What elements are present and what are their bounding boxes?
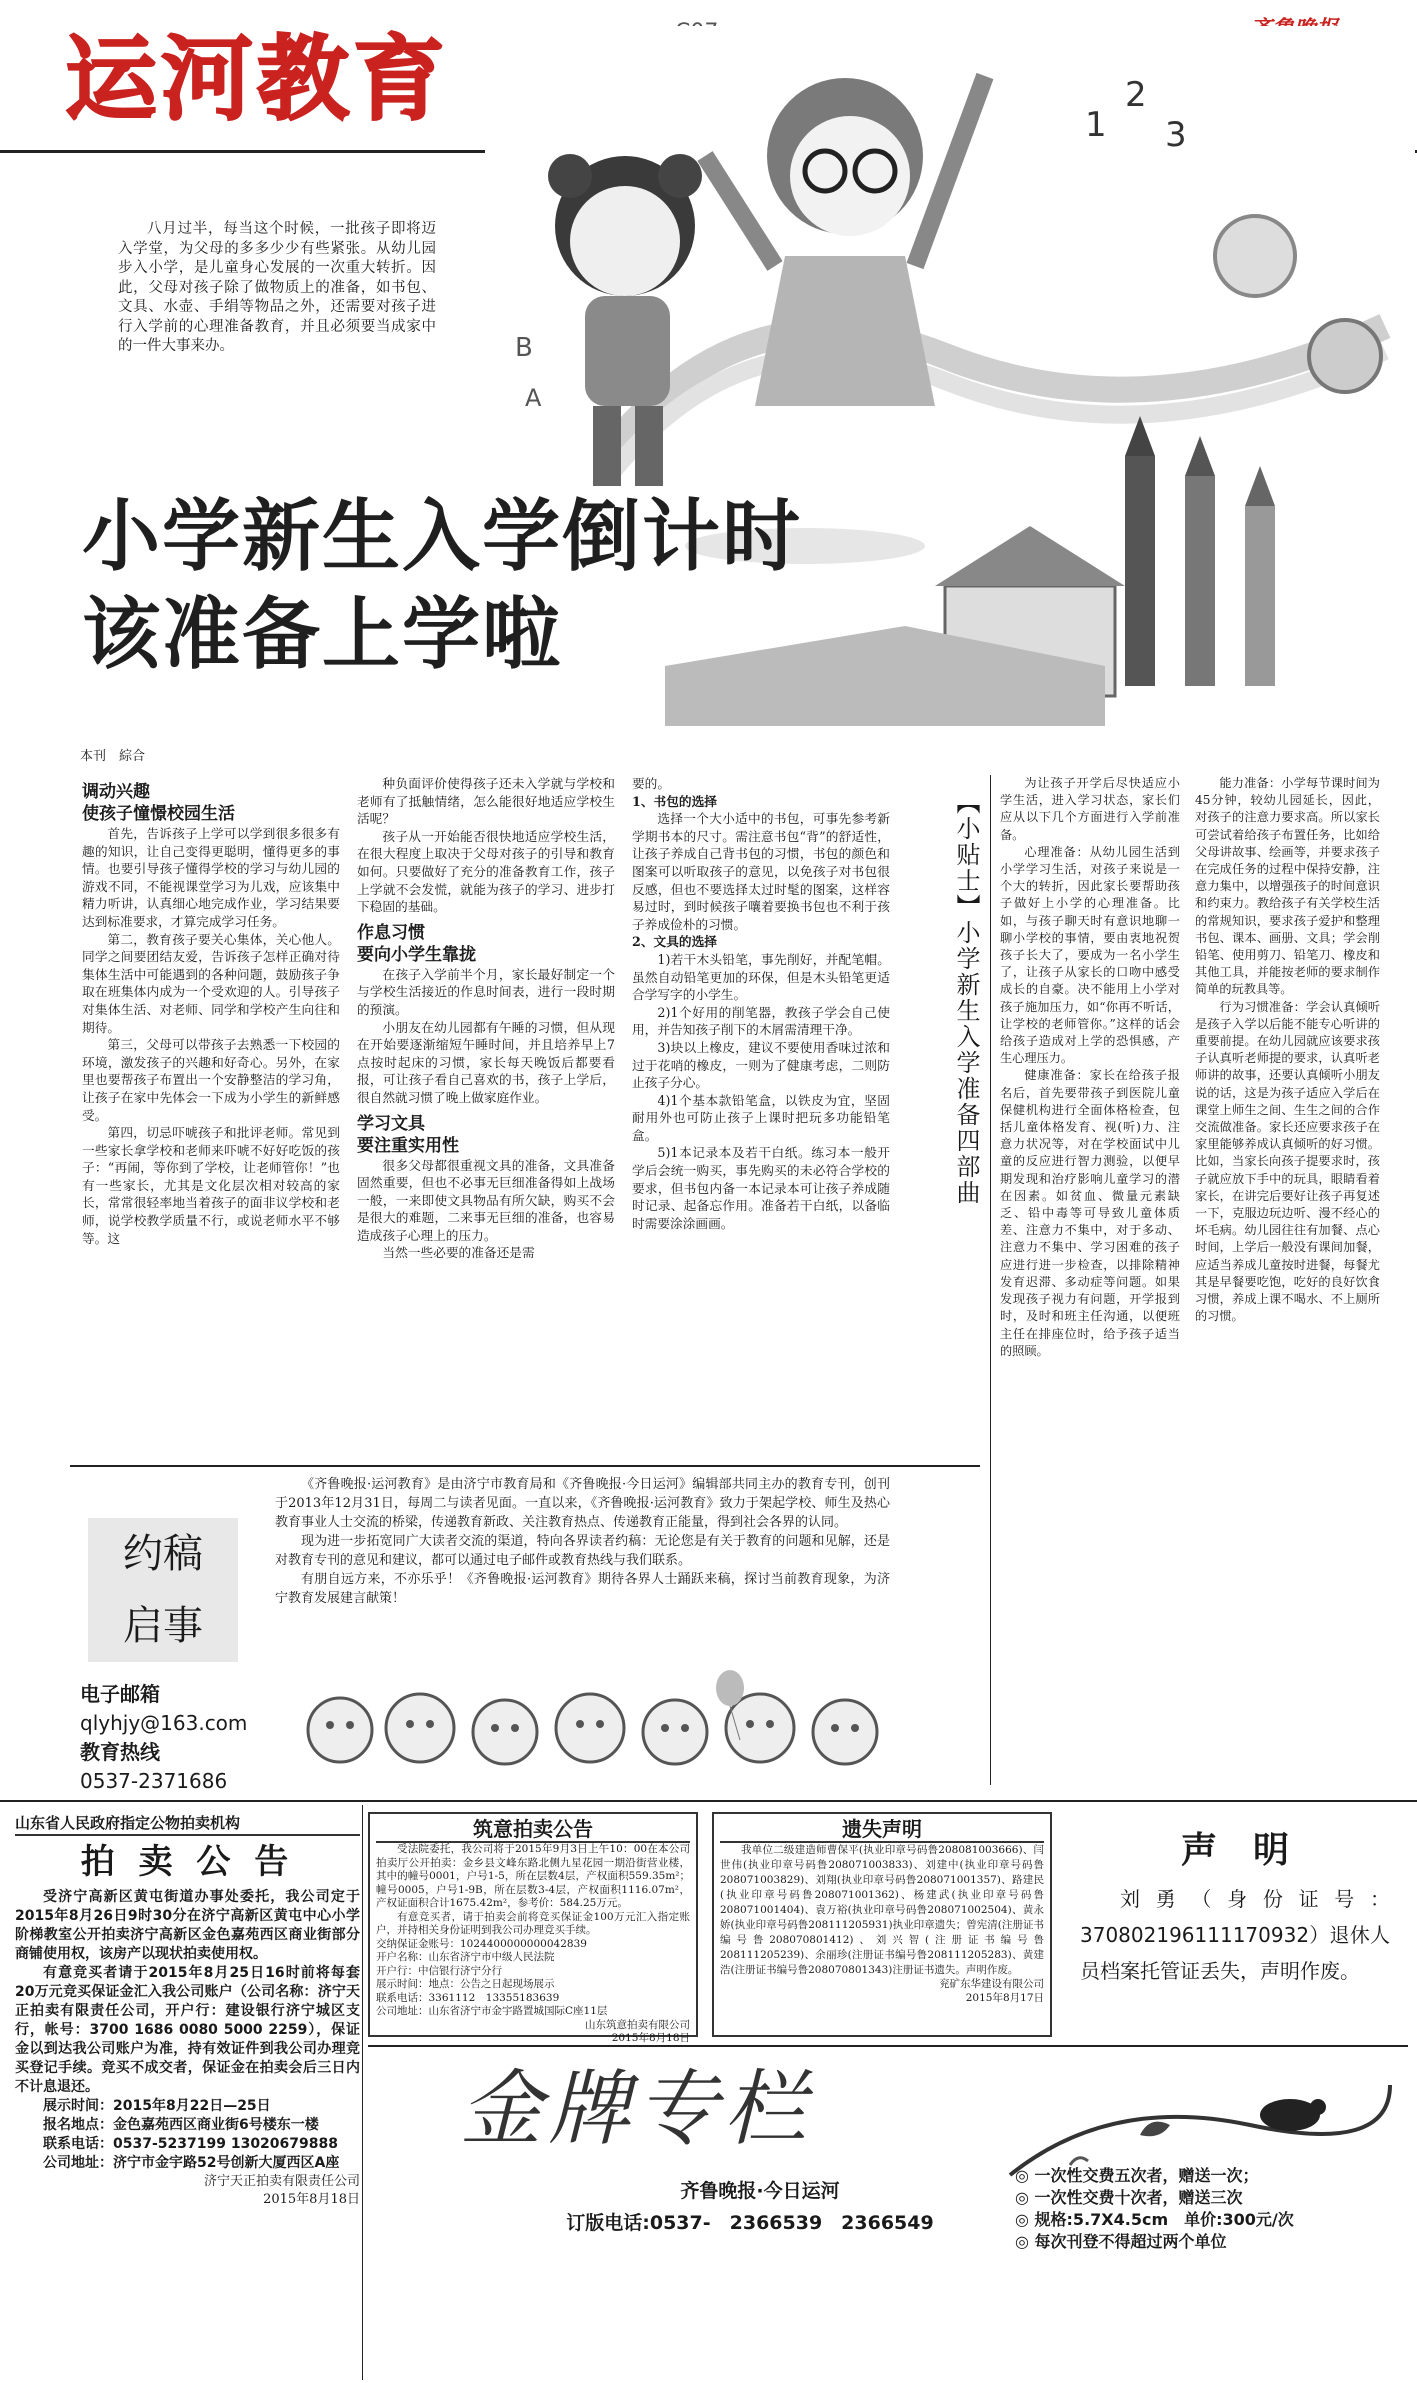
subhead-1a: 调动兴趣	[82, 782, 150, 802]
zhuyi-line-3: 开户行：中信银行济宁分行	[376, 1964, 502, 1977]
tips-paragraph-2: 心理准备：从幼儿园生活到小学学习生活，对孩子来说是一个大的转折，因此家长要帮助孩子做好上小学的心理准备。比如，与孩子聊天时有意识地聊一聊小学校的事情，要由衷地祝贺孩子长大了，要成为一名小学生了，让孩子从家长的口吻中感受成长的自豪。决不能用上小学对孩子施加压力，如“你再不听话，让学校的老师管你。”这样的话会给孩子造成对上学的恐惧感，产生心理压力。	[1000, 844, 1180, 1066]
tips-column-2	[1195, 775, 1380, 1326]
ad5-paper-name: 齐鲁晚报·今日运河	[680, 2180, 840, 2202]
tips-paragraph-4: 能力准备：小学每节课时间为45分钟，较幼儿园延长，因此，对孩子的注意力要求高。所以家长可尝试着给孩子布置任务，比如给父母讲故事、绘画等，并要求孩子在完成任务的过程中保持安静，注意力集中，以增强孩子的时间意识和约束力。教给孩子有关学校生活的常规知识，要求孩子爱护和整理书包、课本、画册、文具；学会削铅笔、使用剪刀、铅笔刀、橡皮和其他工具，并能按老师的要求制作简单的玩教具等。	[1195, 776, 1380, 997]
auction-body-2: 有意竞买者请于2015年8月25日16时前将每套20万元竞买保证金汇入我公司账户（公司名称：济宁天正拍卖有限责任公司，开户行：建设银行济宁城区支行，帐号：3700 1686 0080 5000 2259），保证金以到达我公司账户为准，持有效证件到我公司办理竞买登记手续。竞买不成交者，保证金在拍卖会后三日内不计息退还。	[15, 1965, 360, 2095]
ad5-offer-1: ◎ 一次性交费五次者，赠送一次；	[1015, 2166, 1259, 2185]
tips-divider	[990, 775, 991, 1785]
headline-line-1: 小学新生入学倒计时	[82, 492, 803, 582]
col2-paragraph-5: 很多父母都很重视文具的准备，文具准备固然重要，但也不必事无巨细准备得如上战场一般，一来即使文具物品有所欠缺，购买不会是很大的难题，二来事无巨细的准备，也容易造成孩子心理上的压力。	[357, 1157, 615, 1243]
list-text-1: 选择一个大小适中的书包，可事先参考新学期书本的尺寸。需注意书包“背”的舒适性，让孩子养成自己背书包的习惯，书包的颜色和图案可以听取孩子的意见，以免孩子对书包很反感，但也不要选择太过时髦的图案，这样容易过时，到时候孩子嚷着要换书包也不利于孩子养成俭朴的习惯。	[632, 811, 890, 932]
zhuyi-line-1: 交纳保证金账号：1024400000000042839	[376, 1937, 587, 1950]
callout-title-line-2: 启事	[123, 1603, 203, 1649]
col3-continuation: 要的。	[632, 776, 671, 791]
tips-title: 【小贴士】小学新生入学准备四部曲	[952, 790, 980, 1206]
list-heading-2: 2、文具的选择	[632, 934, 717, 950]
col2-paragraph-1: 种负面评价使得孩子还未入学就与学校和老师有了抵触情绪，怎么能很好地适应学校生活呢？	[357, 776, 615, 827]
auction-title: 拍 卖 公 告	[80, 1842, 295, 1882]
ad5-offer-1-text: 一次性交费五次者，赠送一次；	[1034, 2166, 1259, 2185]
email-address[interactable]: qlyhjy@163.com	[80, 1711, 248, 1735]
zhuyi-body: 受法院委托，我公司将于2015年9月3日上午10：00在本公司拍卖厅公开拍卖：金乡县文峰东路北侧九星花园一期沿街营业楼，其中的幢号0001，户号1-5，所在层数4层，产权面积559.35m²；幢号0005，户号1-9B，所在层数3-4层，产权面积1116.07m²，产权证面积合计1675.42m²，参考价：584.25万元。	[376, 1843, 690, 1909]
ad5-order-phone: 订版电话:0537- 2366539 2366549	[566, 2212, 934, 2234]
auction-line-1: 展示时间：2015年8月22日—25日	[43, 2098, 271, 2114]
headline	[82, 488, 802, 684]
lost-notice-ad	[712, 1812, 1052, 2037]
col2-paragraph-6: 当然一些必要的准备还是需	[382, 1245, 535, 1261]
zhuyi-line-5: 联系电话：3361112 13355183639	[376, 1991, 560, 2004]
lost-sign: 兖矿东华建设有限公司	[939, 1978, 1044, 1990]
ads-top-rule	[0, 1800, 1417, 1802]
subhead-2a: 作息习惯	[357, 922, 425, 943]
auction-notice-ad	[15, 1812, 360, 2372]
svg-text:A: A	[525, 384, 542, 412]
col1-paragraph-2: 第二，教育孩子要关心集体，关心他人。同学之间要团结友爱，告诉孩子怎样正确对待集体生活中可能遇到的各种问题，鼓励孩子争取在班集体内成为一个受欢迎的人。引导孩子对集体生活、对老师、同学和学校产生向往和期待。	[82, 931, 340, 1035]
col1-paragraph-4: 第四，切忌吓唬孩子和批评老师。常见到一些家长拿学校和老师来吓唬不好好吃饭的孩子：“再闹，等你到了学校，让老师管你！”也有一些家长，尤其是文化层次相对较高的家长，常常很轻率地当着孩子的面非议学校和老师，说学校教学质量不行，或说老师水平不够等。这	[82, 1125, 340, 1246]
subhead-2b: 要向小学生靠拢	[357, 944, 476, 965]
ad5-offer-2: ◎ 一次性交费十次者，赠送三次	[1015, 2188, 1243, 2207]
notice-paragraph-2: 现为进一步拓宽同广大读者交流的渠道，特向各界读者约稿：无论您是有关于教育的问题和见解，还是对教育专刊的意见和建议，都可以通过电子邮件或教育热线与我们联系。	[275, 1534, 890, 1568]
svg-text:3: 3	[1165, 115, 1187, 155]
statement-body: 刘勇（身份证号：370802196111170932）退休人员档案托管证丢失，声明作废。	[1080, 1887, 1390, 1983]
intro-paragraph: 八月过半，每当这个时候，一批孩子即将迈入学堂，为父母的多多少少有些紧张。从幼儿园步入小学，是儿童身心发展的一次重大转折。因此，父母对孩子除了做物质上的准备，如书包、文具、水壶、手绢等物品之外，还需要对孩子进行入学前的心理准备教育，并且必须要当成家中的一件大事来办。	[118, 221, 436, 354]
lost-date: 2015年8月17日	[965, 1991, 1044, 2004]
subhead-3b: 要注重实用性	[357, 1135, 459, 1156]
list-item-2c: 3)块以上橡皮，建议不要使用香味过浓和过于花哨的橡皮，一则为了健康考虑，二则防止孩子分心。	[632, 1039, 890, 1091]
list-item-2b: 2)1个好用的削笔器，教孩子学会自己使用，并告知孩子削下的木屑需清理干净。	[632, 1004, 890, 1038]
ad5-offer-3: ◎ 规格:5.7X4.5cm 单价:300元/次	[1015, 2210, 1294, 2229]
ad-divider-1	[362, 1805, 363, 2380]
col1-paragraph-3: 第三，父母可以带孩子去熟悉一下校园的环境，激发孩子的兴趣和好奇心。另外，在家里也要帮孩子布置出一个安静整洁的学习角，让孩子在家中先体会一下成为小学生的新鲜感受。	[82, 1037, 340, 1123]
callout-notice	[275, 1475, 890, 1608]
callout-top-rule	[70, 1465, 980, 1467]
gold-column-title: 金牌专栏	[460, 2062, 812, 2157]
ad5-offer-3-text: 规格:5.7X4.5cm 单价:300元/次	[1034, 2210, 1294, 2229]
notice-paragraph-1: 《齐鲁晚报·运河教育》是由济宁市教育局和《齐鲁晚报·今日运河》编辑部共同主办的教育专刊，创刊于2013年12月31日，每周二与读者见面。一直以来，《齐鲁晚报·运河教育》致力于架起学校、师生及热心教育事业人士交流的桥梁，传递教育新政、关注教育热点、传递教育正能量，得到社会各界的认同。	[275, 1477, 890, 1530]
zhuyi-date: 2015年8月18日	[611, 2032, 690, 2044]
callout-title-line-1: 约稿	[123, 1531, 203, 1577]
zhuyi-auction-ad	[368, 1812, 698, 2044]
col2-paragraph-3: 在孩子入学前半个月，家长最好制定一个与学校生活接近的作息时间表，进行一段时期的预演。	[357, 966, 615, 1017]
lost-body: 我单位二级建造师曹保平(执业印章号码鲁208081003666)、闫世伟(执业印章号码鲁208071003833)、刘建中(执业印章号码鲁208071003829)、刘翔(执业印章号码鲁208071001357)、路建民(执业印章号码鲁208071001362)、杨建武(执业印章号码鲁208071001404)、袁万裕(执业印章号码鲁208071002504)、黄永娇(执业印章号码鲁208111205931)执业印章遗失；曾宪清(注册证书编号鲁208070801412)、刘兴智(注册证书编号鲁208111205239)、余丽珍(注册证书编号鲁208111205283)、黄建浩(注册证书编号鲁208070801343)注册证书遗失。声明作废。	[720, 1844, 1044, 1976]
zhuyi-line-4: 展示时间：地点：公告之日起现场展示	[376, 1978, 555, 1990]
zhuyi-line-2: 开户名称：山东省济宁市中级人民法院	[376, 1951, 555, 1963]
auction-line-2: 报名地点：金色嘉苑西区商业街6号楼东一楼	[43, 2117, 319, 2133]
article-column-2	[357, 775, 615, 1262]
tips-paragraph-5: 行为习惯准备：学会认真倾听是孩子入学以后能不能专心听讲的重要前提。在幼儿园就应该要求孩子认真听老师提的要求，认真听老师讲的故事，还要认真倾听小朋友说的话，这是为孩子适应入学后在课堂上师生之间、生生之间的合作交流做准备。家长还应要求孩子在家里能够养成认真倾听的好习惯。比如，当家长向孩子提要求时，孩子就应放下手中的玩具，眼睛看着家长，在讲完后要好让孩子再复述一下，克服边玩边听、漫不经心的坏毛病。幼儿园往往有加餐、点心时间，上学后一般没有课间加餐，应适当养成儿童按时进餐，每餐尤其是早餐要吃饱，吃好的良好饮食习惯，养成上课不喝水、不上厕所的习惯。	[1195, 999, 1380, 1324]
tips-column-1	[1000, 775, 1180, 1360]
list-heading-1: 1、书包的选择	[632, 793, 717, 809]
list-item-2a: 1)若干木头铅笔，事先削好，并配笔帽。虽然自动铅笔更加的环保，但是木头铅笔更适合学写字的小学生。	[632, 951, 890, 1003]
col2-paragraph-4: 小朋友在幼儿园都有午睡的习惯，但从现在开始要逐渐缩短午睡时间，并且培养早上7点按时起床的习惯，家长每天晚饭后都要看报，可让孩子看自己喜欢的书，孩子上学后，很自然就习惯了晚上做家庭作业。	[357, 1019, 615, 1105]
article-column-1	[82, 775, 340, 1247]
ad5-offer-4: ◎ 每次刊登不得超过两个单位	[1015, 2232, 1227, 2251]
headline-line-2: 该准备上学啦	[82, 590, 563, 680]
callout-title	[88, 1518, 238, 1662]
masthead-title: 运河教育	[65, 26, 450, 133]
zhuyi-title: 筑意拍卖公告	[376, 1817, 690, 1843]
auction-line-4: 公司地址：济宁市金宇路52号创新大厦西区A座	[43, 2155, 340, 2171]
zhuyi-sign: 山东筑意拍卖有限公司	[585, 2018, 690, 2031]
phone-number: 0537-2371686	[80, 1769, 228, 1793]
list-item-2e: 5)1本记录本及若干白纸。练习本一般开学后会统一购买，事先购买的未必符合学校的要求，但书包内备一本记录本可让孩子养成随时记录、起备忘作用。准备若干白纸，以备临时需要涂涂画画。	[632, 1145, 890, 1231]
auction-body: 受济宁高新区黄屯街道办事处委托，我公司定于2015年8月26日9时30分在济宁高新区黄屯中心小学阶梯教室公开拍卖济宁高新区金色嘉苑西区商业街部分商铺使用权，该房产以现状拍卖使用权。	[15, 1889, 360, 1962]
zhuyi-body-2: 有意竞买者，请于拍卖会前将竞买保证金100万元汇入指定账户，并持相关身份证明到我公司办理竞买手续。	[376, 1910, 690, 1936]
subhead-1b: 使孩子憧憬校园生活	[82, 804, 235, 824]
ad5-offer-4-text: 每次刊登不得超过两个单位	[1034, 2232, 1227, 2251]
statement-ad	[1070, 1815, 1400, 2035]
auction-date: 2015年8月18日	[263, 2192, 360, 2207]
byline: 本刊 綜合	[80, 749, 146, 764]
phone-label: 教育热线	[80, 1740, 160, 1764]
tips-paragraph-1: 为让孩子开学后尽快适应小学生活，进入学习状态，家长们应从以下几个方面进行入学前准备。	[1000, 776, 1180, 842]
ad5-offer-2-text: 一次性交费十次者，赠送三次	[1034, 2188, 1243, 2207]
email-label: 电子邮箱	[80, 1682, 160, 1706]
article-column-3	[632, 775, 890, 1232]
ad5-top-rule	[368, 2045, 1408, 2047]
svg-text:1: 1	[1085, 105, 1107, 145]
children-cartoon-illustration	[300, 1670, 900, 1800]
zhuyi-line-6: 公司地址：山东省济宁市金宇路置城国际C座11层	[376, 2005, 608, 2017]
auction-sign: 济宁天正拍卖有限责任公司	[203, 2174, 360, 2189]
subhead-3a: 学习文具	[357, 1113, 425, 1134]
svg-text:B: B	[515, 333, 533, 363]
contact-block	[80, 1680, 247, 1796]
notice-paragraph-3: 有朋自远方来，不亦乐乎！《齐鲁晚报·运河教育》期待各界人士踊跃来稿，探讨当前教育现象，为济宁教育发展建言献策！	[275, 1572, 890, 1606]
auction-org: 山东省人民政府指定公物拍卖机构	[15, 1812, 360, 1836]
auction-line-3: 联系电话：0537-5237199 13020679888	[43, 2136, 338, 2152]
col2-paragraph-2: 孩子从一开始能否很快地适应学校生活，在很大程度上取决于父母对孩子的引导和教育如何。只要做好了充分的准备教育工作，孩子上学就不会发慌，就能为孩子的学习、进步打下稳固的基础。	[357, 828, 615, 915]
statement-title: 声 明	[1180, 1830, 1289, 1871]
ad5-offer-list	[1015, 2165, 1410, 2253]
col1-paragraph-1: 首先，告诉孩子上学可以学到很多很多有趣的知识，让自己变得更聪明，懂得更多的事情。也要引导孩子懂得学校的学习与幼儿园的游戏不同，不能视课堂学习为儿戏，应该集中精力听讲，认真细心地完成作业，学习结果要达到标准要求，才算完成学习任务。	[82, 826, 340, 929]
svg-text:2: 2	[1125, 75, 1147, 115]
tips-paragraph-3: 健康准备：家长在给孩子报名后，首先要带孩子到医院儿童保健机构进行全面体格检查，包括儿童体格发育、视(听)力、注意力状况等，对在学校面试中儿童的反应进行智力测验，以便早期发现和治疗影响儿童学习的潜在因素。如贫血、微量元素缺乏、铅中毒等可导致儿童体质差、注意力不集中，对于多动、注意力不集中、学习困难的孩子应进行进一步检查，以排除精神发育迟滞、多动症等问题。如果发现孩子视力有问题，开学报到时，及时和班主任沟通，以便班主任在排座位时，给予孩子适当的照顾。	[1000, 1068, 1180, 1358]
lost-title: 遗失声明	[720, 1817, 1044, 1843]
list-item-2d: 4)1个基本款铅笔盒，以铁皮为宜，坚固耐用外也可防止孩子上课时把玩多功能铅笔盒。	[632, 1092, 890, 1143]
